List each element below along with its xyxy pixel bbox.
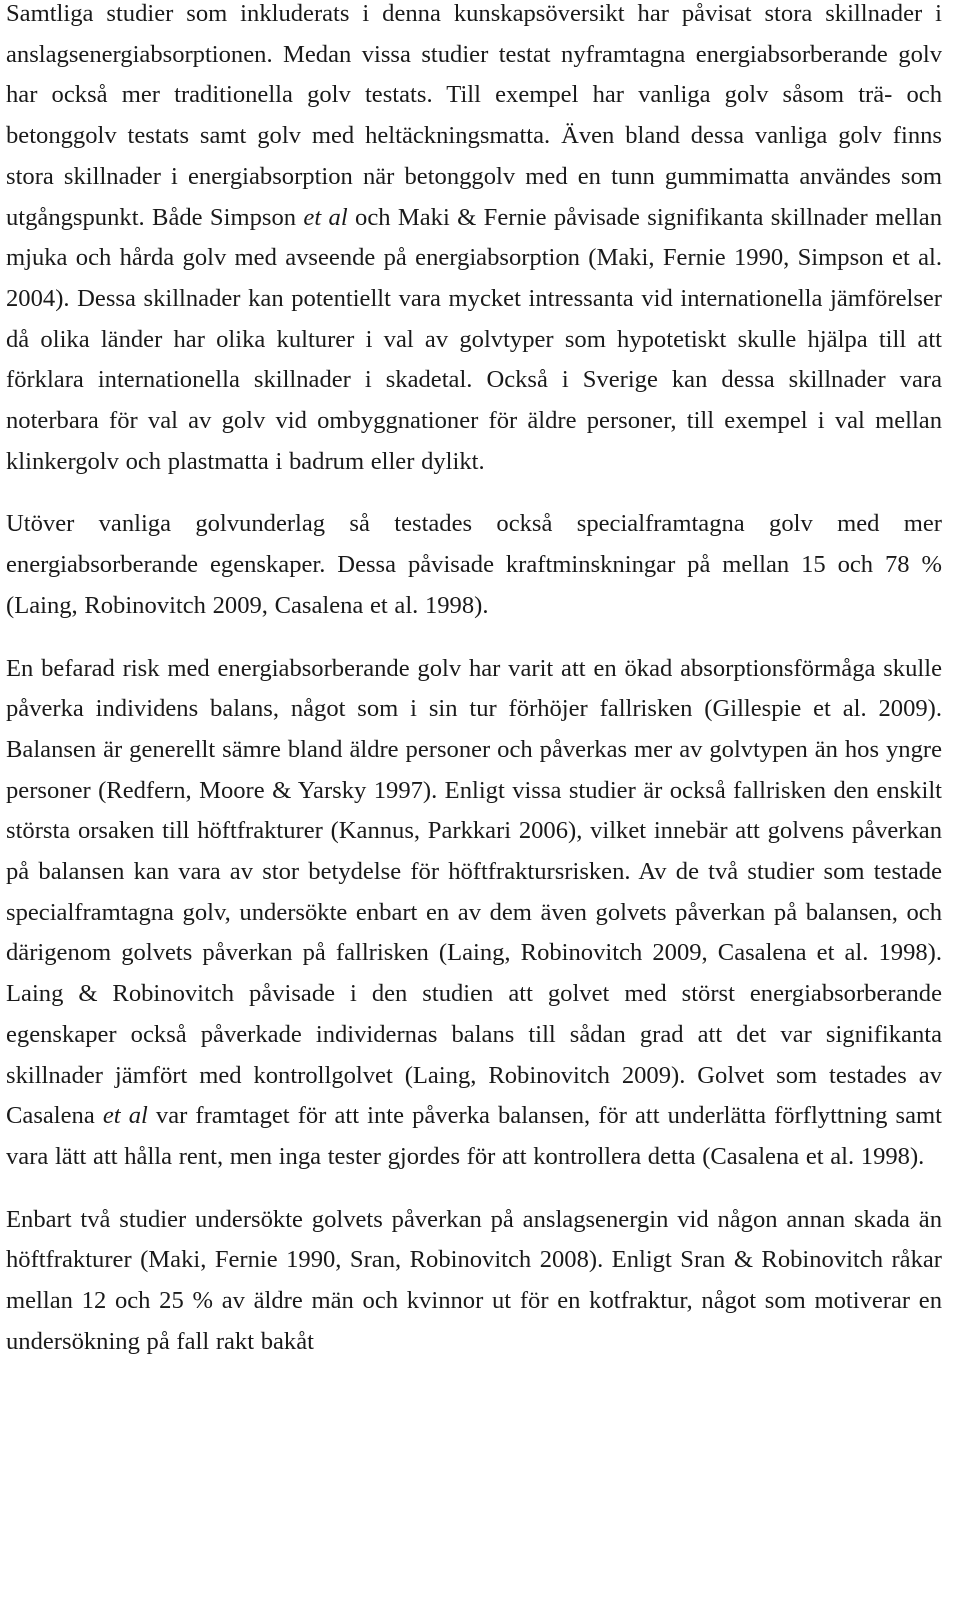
paragraph-4-text: Enbart två studier undersökte golvets påverkan på anslagsenergin vid någon annan skada än höftfrakturer (Maki, Fernie 1990, Sran, Robinovitch 2008). Enligt Sran & Robinovitch råkar mellan 12 och 25 % av äldre män och kvinnor ut för en kotfraktur, något som motiverar en undersökning på fall rakt bakåt bbox=[6, 1205, 942, 1355]
paragraph-4 bbox=[6, 1200, 942, 1363]
paragraph-3-text-a: En befarad risk med energiabsorberande golv har varit att en ökad absorptionsförmåga skulle påverka individens balans, något som i sin tur förhöjer fallrisken (Gillespie et al. 2009). Balansen är generellt sämre bland äldre personer och påverkas mer av golvtypen än hos yngre personer (Redfern, Moore & Yarsky 1997). Enligt vissa studier är också fallrisken den enskilt största orsaken till höftfrakturer (Kannus, Parkkari 2006), vilket innebär att golvens påverkan på balansen kan vara av stor betydelse för höftfraktursrisken. Av de två studier som testade specialframtagna golv, undersökte enbart en av dem även golvets påverkan på balansen, och därigenom golvets påverkan på fallrisken (Laing, Robinovitch 2009, Casalena et al. 1998). Laing & Robinovitch påvisade i den studien att golvet med störst energiabsorberande egenskaper också påverkade individernas balans till sådan grad att det var signifikanta skillnader jämfört med kontrollgolvet (Laing, Robinovitch 2009). Golvet som testades av Casalena bbox=[6, 654, 942, 1130]
paragraph-1-text-b: och Maki & Fernie påvisade signifikanta skillnader mellan mjuka och hårda golv med avseende på energiabsorption (Maki, Fernie 1990, Simpson et al. 2004). Dessa skillnader kan potentiellt vara mycket intressanta vid internationella jämförelser då olika länder har olika kulturer i val av golvtyper som hypotetiskt skulle hjälpa till att förklara internationella skillnader i skadetal. Också i Sverige kan dessa skillnader vara noterbara för val av golv vid ombyggnationer för äldre personer, till exempel i val mellan klinkergolv och plastmatta i badrum eller dylikt. bbox=[6, 203, 942, 475]
paragraph-2-text: Utöver vanliga golvunderlag så testades också specialframtagna golv med mer energiabsorberande egenskaper. Dessa påvisade kraftminskningar på mellan 15 och 78 % (Laing, Robinovitch 2009, Casalena et al. 1998). bbox=[6, 510, 942, 619]
paragraph-1-text-a: Samtliga studier som inkluderats i denna kunskapsöversikt har påvisat stora skillnader i anslagsenergiabsorptionen. Medan vissa studier testat nyframtagna energiabsorberande golv har också mer traditionella golv testats. Till exempel har vanliga golv såsom trä- och betonggolv testats samt golv med heltäckningsmatta. Även bland dessa vanliga golv finns stora skillnader i energiabsorption när betonggolv med en tunn gummimatta användes som utgångspunkt. Både Simpson bbox=[6, 0, 942, 231]
paragraph-1-italic-et-al: et al bbox=[303, 203, 348, 231]
paragraph-3 bbox=[6, 649, 942, 1178]
paragraph-3-text-b: var framtaget för att inte påverka balansen, för att underlätta förflyttning samt vara lätt att hålla rent, men inga tester gjordes för att kontrollera detta (Casalena et al. 1998). bbox=[6, 1102, 943, 1170]
paragraph-3-italic-et-al: et al bbox=[102, 1102, 148, 1130]
paragraph-2 bbox=[6, 504, 942, 626]
paragraph-1 bbox=[6, 0, 942, 482]
